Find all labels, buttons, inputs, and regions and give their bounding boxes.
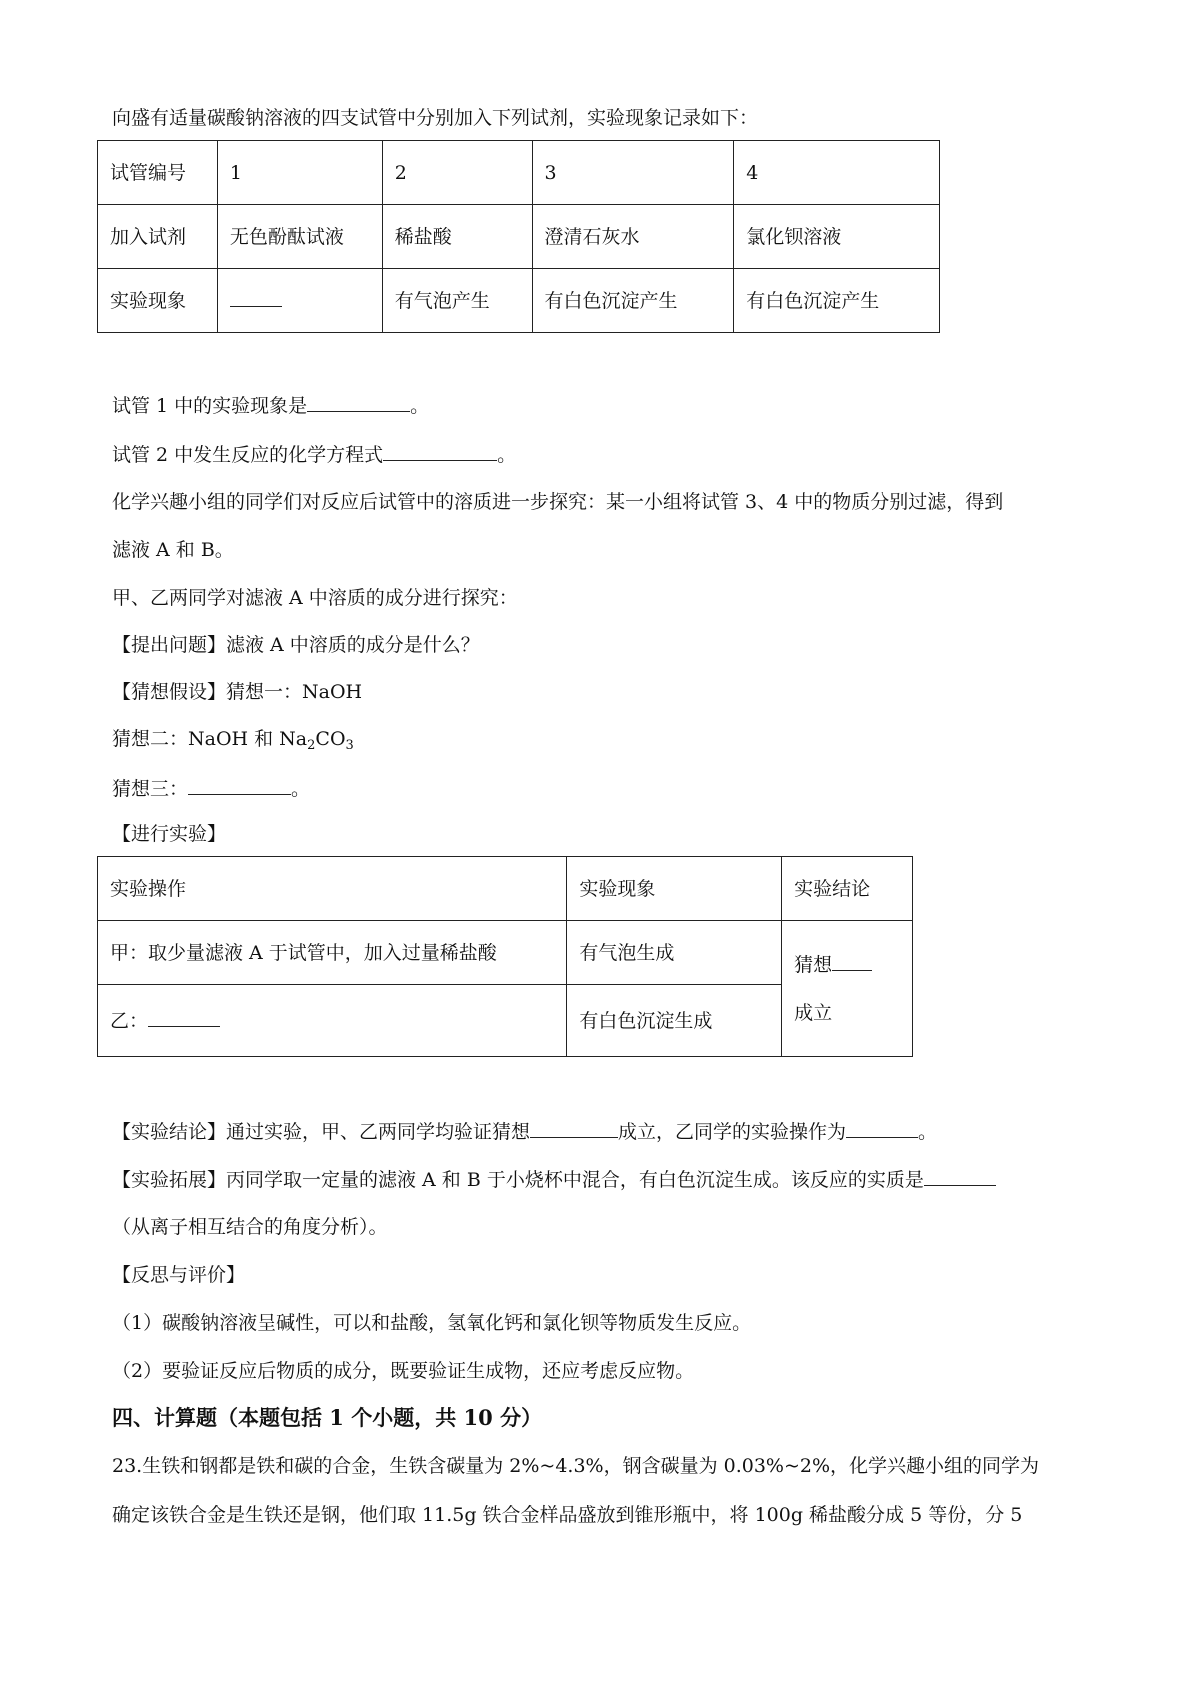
reflection-heading: 【反思与评价】 (112, 1264, 246, 1286)
table-row (98, 205, 940, 269)
paragraph-text: 甲、乙两同学对滤液 A 中溶质的成分进行探究： (112, 587, 518, 609)
test-tube-table (97, 140, 940, 333)
question-prompt: 【提出问题】滤液 A 中溶质的成分是什么？ (112, 634, 480, 656)
hypothesis-3 (112, 776, 310, 801)
table-cell: 稀盐酸 (382, 205, 532, 269)
answer-blank[interactable] (846, 1119, 918, 1138)
cell-text: 猜想 (794, 953, 833, 976)
table-cell: 4 (734, 141, 940, 205)
answer-blank[interactable] (307, 393, 410, 412)
punctuation: 。 (918, 1121, 938, 1143)
formula-text: CO (315, 728, 346, 750)
experiment-table (97, 856, 913, 1057)
answer-blank[interactable] (148, 1008, 220, 1027)
cell-text: 乙： (110, 1010, 149, 1032)
table-cell: 有气泡产生 (382, 269, 532, 333)
paragraph-text: （从离子相互结合的角度分析）。 (112, 1216, 388, 1238)
question-text: 试管 1 中的实验现象是 (112, 395, 308, 417)
question-text: 【实验拓展】丙同学取一定量的滤液 A 和 B 于小烧杯中混合，有白色沉淀生成。该反应的实质是 (112, 1169, 924, 1191)
table-cell: 有白色沉淀产生 (734, 269, 940, 333)
question-text: 【实验结论】通过实验，甲、乙两同学均验证猜想 (112, 1121, 531, 1143)
paragraph-text: 滤液 A 和 B。 (112, 539, 234, 561)
experiment-extension (112, 1167, 996, 1192)
reflection-item: （2）要验证反应后物质的成分，既要验证生成物，还应考虑反应物。 (112, 1360, 695, 1382)
table-header-cell: 实验现象 (567, 857, 782, 921)
table-cell: 有气泡生成 (567, 921, 782, 985)
subscript: 2 (307, 738, 316, 753)
table-header-cell: 实验结论 (782, 857, 913, 921)
table-cell: 2 (382, 141, 532, 205)
table-cell: 氯化钡溶液 (734, 205, 940, 269)
answer-blank[interactable] (230, 288, 282, 307)
experiment-heading: 【进行实验】 (112, 823, 227, 845)
punctuation: 。 (497, 444, 517, 466)
table-cell: 澄清石灰水 (532, 205, 734, 269)
hypothesis-2 (112, 727, 354, 758)
question-text: 猜想三： (112, 778, 189, 800)
table-cell: 有白色沉淀生成 (567, 985, 782, 1057)
answer-blank[interactable] (188, 776, 291, 795)
formula-text: 猜想二：NaOH 和 Na (112, 728, 308, 750)
paragraph-text: 化学兴趣小组的同学们对反应后试管中的溶质进一步探究：某一小组将试管 3、4 中的物质分别过滤，得到 (112, 491, 1004, 513)
punctuation: 。 (291, 778, 311, 800)
table-row (98, 857, 913, 921)
table-row (98, 141, 940, 205)
table-row (98, 921, 913, 985)
table-cell: 甲：取少量滤液 A 于试管中，加入过量稀盐酸 (98, 921, 567, 985)
answer-blank[interactable] (832, 952, 872, 971)
question-23-text: 23.生铁和钢都是铁和碳的合金，生铁含碳量为 2%~4.3%，钢含碳量为 0.03%~2%，化学兴趣小组的同学为 (112, 1455, 1040, 1477)
punctuation: 。 (410, 395, 430, 417)
table-cell: 实验现象 (98, 269, 218, 333)
cell-text: 成立 (794, 1001, 833, 1024)
section-heading: 四、计算题（本题包括 1 个小题，共 10 分） (112, 1405, 543, 1430)
table-cell: 无色酚酞试液 (217, 205, 382, 269)
table-cell: 加入试剂 (98, 205, 218, 269)
question-tube2 (112, 442, 516, 467)
question-text: 试管 2 中发生反应的化学方程式 (112, 444, 384, 466)
intro-text: 向盛有适量碳酸钠溶液的四支试管中分别加入下列试剂，实验现象记录如下： (112, 107, 759, 129)
question-tube1 (112, 393, 429, 418)
table-header-cell: 实验操作 (98, 857, 567, 921)
table-cell (98, 985, 567, 1057)
answer-blank[interactable] (383, 442, 497, 461)
experiment-conclusion (112, 1119, 937, 1144)
reflection-item: （1）碳酸钠溶液呈碱性，可以和盐酸，氢氧化钙和氯化钡等物质发生反应。 (112, 1312, 752, 1334)
answer-blank[interactable] (924, 1167, 996, 1186)
table-cell (217, 269, 382, 333)
table-row (98, 269, 940, 333)
conclusion-cell (782, 921, 913, 1057)
question-23-text: 确定该铁合金是生铁还是钢，他们取 11.5g 铁合金样品盛放到锥形瓶中，将 100g 稀盐酸分成 5 等份，分 5 (112, 1504, 1023, 1526)
table-cell: 1 (217, 141, 382, 205)
subscript: 3 (345, 738, 354, 753)
answer-blank[interactable] (530, 1119, 618, 1138)
table-cell: 3 (532, 141, 734, 205)
hypothesis-1: 【猜想假设】猜想一：NaOH (112, 681, 363, 703)
question-text: 成立，乙同学的实验操作为 (618, 1121, 847, 1143)
table-cell: 有白色沉淀产生 (532, 269, 734, 333)
table-cell: 试管编号 (98, 141, 218, 205)
